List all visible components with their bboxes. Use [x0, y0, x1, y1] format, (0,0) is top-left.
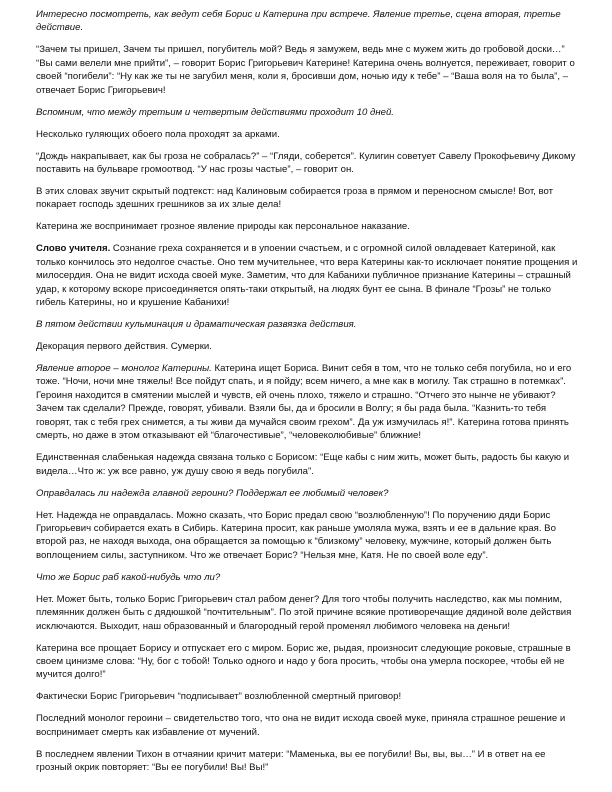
monologue-lead: Явление второе – монолог Катерины.: [36, 363, 212, 375]
paragraph-scenery: Декорация первого действия. Сумерки.: [36, 341, 212, 353]
teacher-word-text: Сознание греха сохраняется и в упоении счастьем, и с огромной силой овладевает Катериной, как только кончилось это недолгое счастье. Оно тем мучительнее, что вера Катерины как-то исключает понятие прощения и милосердия. Она не видит исхода своей муке. Заметим, что для Кабанихи публичное признание Катерины – страшный удар, к которому вскоре присоединяется опять-таки открытый, на людях бунт ее сына. В финале “Грозы” не только гибель Катерины, но и крушение Кабанихи!: [36, 243, 578, 309]
paragraph-subtext: В этих словах звучит скрытый подтекст: над Калиновым собирается гроза в прямом и переносном смысле! Вот, вот покарает господь здешних грешников за их злые дела!: [36, 186, 554, 211]
paragraph-monologue: [36, 362, 582, 442]
paragraph-fifth-act: В пятом действии кульминация и драматическая развязка действия.: [36, 319, 357, 331]
paragraph-stage-direction: Несколько гуляющих обоего пола проходят за арками.: [36, 128, 280, 140]
paragraph-teacher-word: [36, 242, 582, 309]
paragraph-storm-dialogue: “Дождь накрапывает, как бы гроза не собралась?” – “Гляди, соберется”. Кулигин советует Савелу Прокофьевичу Дикому поставить на бульваре громоотвод. “У нас грозы частые”, – говорит он.: [36, 150, 576, 176]
paragraph-final-scene: В последнем явлении Тихон в отчаянии кричит матери: “Маменька, вы ее погубили! Вы, вы, вы…” И в ответ на ее грозный окрик повторяет: “Вы ее погубили! Вы! Вы!”: [36, 748, 546, 774]
paragraph-ten-days: Вспомним, что между третьим и четвертым действиями проходит 10 дней.: [36, 106, 394, 118]
paragraph-forgiveness: Катерина все прощает Борису и отпускает его с миром. Борис же, рыдая, произносит следующие роковые, страшные в своем цинизме слова: “Ну, бог с тобой! Только одного и надо у бога просить, чтобы она умерла поскорее, чтобы ей не мучится долго!”: [36, 642, 571, 681]
paragraph-betrayal: Нет. Надежда не оправдалась. Можно сказать, что Борис предал свою “возлюбленную”! По поручению дяди Борис Григорьевич собирается ехать в Сибирь. Катерина просит, как раньше умоляла мужа, взять и ее в дальние края. Во второй раз, не находя выхода, она обращается за помощью к “близкому” человеку, мужчине, который должен быть воплощением силы, заступником. Что же отвечает Борис? “Нельзя мне, Катя. Не по своей воле еду”.: [36, 509, 556, 561]
paragraph-sentence: Фактически Борис Григорьевич “подписывает” возлюбленной смертный приговор!: [36, 691, 402, 703]
paragraph-last-monologue: Последний монолог героини – свидетельство того, что она не видит исхода своей муке, приняла страшное решение и воспринимает смерть как избавление от мучений.: [36, 713, 566, 738]
paragraph-dialogue-meeting: “Зачем ты пришел, Зачем ты пришел, погубитель мой? Ведь я замужем, ведь мне с мужем жить до гробовой доски…” “Вы сами велели мне прийти”, – говорит Борис Григорьевич Катерине! Катерина очень волнуется, переживает, говорит о своей “погибели”: “Ну как же ты не загубил меня, коли я, бросивши дом, ночью иду к тебе” – “Ваша воля на то была”, – отвечает Борис Григорьевич!: [36, 44, 575, 96]
paragraph-intro-meeting: Интересно посмотреть, как ведут себя Борис и Катерина при встрече. Явление третье, сцена вторая, третье действие.: [36, 9, 561, 34]
monologue-text: Катерина ищет Бориса. Винит себя в том, что не только себя погубила, но и его тоже. “Ночи, ночи мне тяжелы! Все пойдут спать, и я пойду; всем ничего, а мне как в могилу. Так страшно в потемках”. Героиня находится в смятении мыслей и чувств, ей очень плохо, тяжело и страшно. “Отчего это нынче не убивают? Зачем так сделали? Прежде, говорят, убивали. Взяли бы, да и бросили в Волгу; я бы рада была. “Казнить-то тебя говорят, так с тебя грех снимется, а ты живи да мучайся своим грехом”. Да уж измучилась я!”. Катерина готова принять смерть, но даже в этом отказывают ей “благочестивые”, “человеколюбивые” ближние!: [36, 363, 572, 442]
teacher-word-lead: Слово учителя.: [36, 243, 111, 255]
paragraph-question-slave: Что же Борис раб какой-нибудь что ли?: [36, 571, 221, 583]
paragraph-question-hope: Оправдалась ли надежда главной героини? Поддержал ее любимый человек?: [36, 487, 389, 499]
paragraph-hope: Единственная слабенькая надежда связана только с Борисом: “Еще кабы с ним жить, может быть, радость бы какую и видела…Что ж: уж все равно, уж душу свою я ведь погубила”.: [36, 452, 570, 477]
paragraph-money: Нет. Может быть, только Борис Григорьевич стал рабом денег? Для того чтобы получить наследство, как мы помним, племянник должен быть с дядюшкой “почтительным”. По этой причине всякие противоречащие дядиной воле действия исключаются. Выходит, наш образованный и благородный герой променял любимого человека на деньги!: [36, 593, 572, 632]
paragraph-punishment: Катерина же воспринимает грозное явление природы как персональное наказание.: [36, 221, 410, 233]
